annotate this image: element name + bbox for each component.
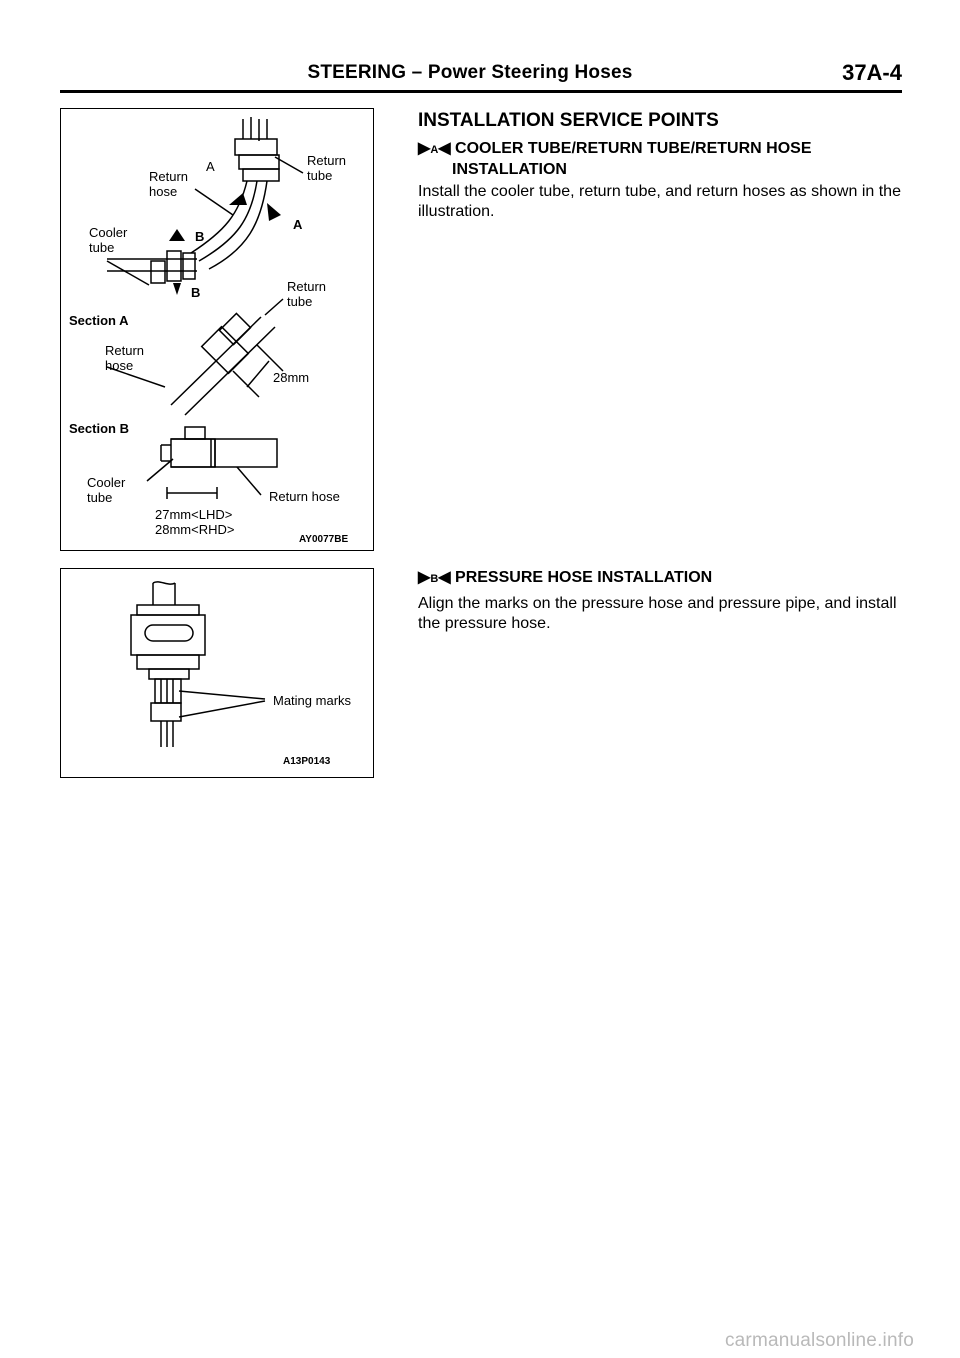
step-a-title xyxy=(418,139,904,179)
label-return-tube-top: Return xyxy=(307,153,347,168)
label-rhd-dimension: 28mm<RHD> xyxy=(155,522,235,537)
label-return-hose-b: Return hose xyxy=(269,489,340,504)
marker-left-arrow-icon: ◀ xyxy=(438,140,451,157)
installation-heading: INSTALLATION SERVICE POINTS xyxy=(418,110,719,131)
marker-right-arrow-icon-b: ▶ xyxy=(418,569,431,586)
step-b-title-text: PRESSURE HOSE INSTALLATION xyxy=(455,569,713,586)
marker-right-arrow-icon: ▶ xyxy=(418,140,431,157)
section-title: STEERING – Power Steering Hoses xyxy=(307,62,633,83)
step-a-body: Install the cooler tube, return tube, and return hoses as shown in the illustration. xyxy=(418,183,901,220)
step-b-marker: B xyxy=(430,573,439,585)
label-return-hose-top: Return xyxy=(149,169,189,184)
label-cooler-tube-top-2: tube xyxy=(89,240,115,255)
label-mating-marks: Mating marks xyxy=(273,693,352,708)
label-return-tube-a: Return xyxy=(287,279,327,294)
page-number: 37A-4 xyxy=(842,60,902,85)
step-a-title-line2: INSTALLATION xyxy=(452,161,567,178)
figure-pressure-hose-drawing xyxy=(61,569,375,779)
marker-b-top: B xyxy=(195,229,205,244)
label-return-hose-a-2: hose xyxy=(105,358,134,373)
label-return-hose-top-2: hose xyxy=(149,184,178,199)
step-b-title xyxy=(418,568,904,589)
label-cooler-tube-top: Cooler xyxy=(89,225,128,240)
marker-left-arrow-icon-b: ◀ xyxy=(438,569,451,586)
watermark: carmanualsonline.info xyxy=(724,1330,914,1351)
label-section-a: Section A xyxy=(69,313,129,328)
label-cooler-tube-b: Cooler xyxy=(87,475,126,490)
figure-code: AY0077BE xyxy=(299,534,349,545)
label-section-b: Section B xyxy=(69,421,129,436)
label-return-tube-a-2: tube xyxy=(287,294,313,309)
label-return-hose-a: Return xyxy=(105,343,145,358)
marker-b-bottom: B xyxy=(191,285,201,300)
figure-pressure-hose xyxy=(60,568,374,778)
label-return-tube-top-2: tube xyxy=(307,168,333,183)
figure-code-2: A13P0143 xyxy=(283,756,331,767)
header-divider xyxy=(60,90,902,93)
step-b-body: Align the marks on the pressure hose and pressure pipe, and install the pressure hose. xyxy=(418,595,897,632)
label-cooler-tube-b-2: tube xyxy=(87,490,113,505)
figure-cooler-return-tube xyxy=(60,108,374,551)
step-a-marker: A xyxy=(430,144,439,156)
label-dim-28mm: 28mm xyxy=(273,370,310,385)
step-a-title-line1: COOLER TUBE/RETURN TUBE/RETURN HOSE xyxy=(455,140,812,157)
label-lhd-dimension: 27mm<LHD> xyxy=(155,507,233,522)
marker-a-top: A xyxy=(206,159,215,174)
marker-a-right: A xyxy=(293,217,303,232)
figure-cooler-return-tube-drawing xyxy=(61,109,375,552)
